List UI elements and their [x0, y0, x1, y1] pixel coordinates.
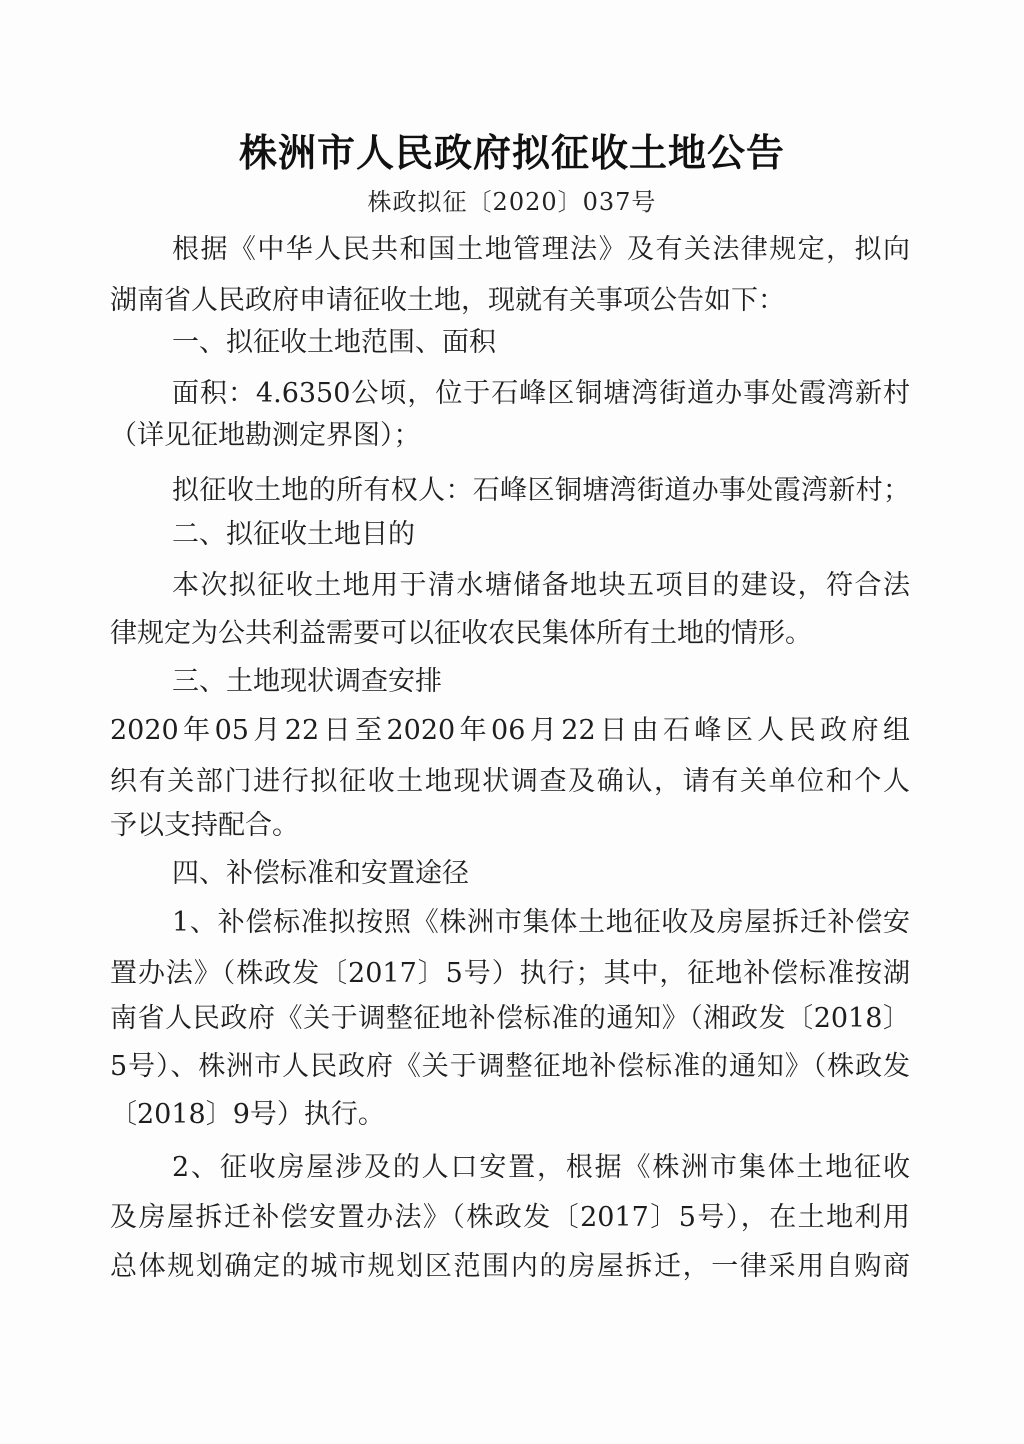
section-heading: 四、补偿标准和安置途径 — [172, 858, 469, 889]
body-line: （详见征地勘测定界图）； — [110, 420, 421, 451]
body-line: 置办法》（株政发〔2017〕5号）执行；其中，征地补偿标准按湖 — [110, 958, 910, 989]
document-number: 株政拟征〔2020〕037号 — [367, 188, 657, 216]
body-line: 〔2018〕9号）执行。 — [110, 1099, 385, 1130]
body-line: 织有关部门进行拟征收土地现状调查及确认，请有关单位和个人 — [110, 766, 910, 797]
section-heading: 一、拟征收土地范围、面积 — [172, 327, 496, 358]
body-line: 5号）、株洲市人民政府《关于调整征地补偿标准的通知》（株政发 — [110, 1051, 910, 1082]
body-line: 南省人民政府《关于调整征地补偿标准的通知》（湘政发〔2018〕 — [110, 1003, 910, 1034]
body-line: 根据《中华人民共和国土地管理法》及有关法律规定，拟向 — [172, 234, 910, 265]
body-line: 2020年05月22日至2020年06月22日由石峰区人民政府组 — [110, 715, 910, 746]
body-line: 面积：4.6350公顷，位于石峰区铜塘湾街道办事处霞湾新村 — [172, 378, 910, 409]
body-line: 本次拟征收土地用于清水塘储备地块五项目的建设，符合法 — [172, 570, 910, 601]
document-title: 株洲市人民政府拟征收土地公告 — [238, 131, 785, 175]
body-line: 1、补偿标准拟按照《株洲市集体土地征收及房屋拆迁补偿安 — [172, 907, 910, 938]
section-heading: 二、拟征收土地目的 — [172, 519, 415, 550]
body-line: 总体规划确定的城市规划区范围内的房屋拆迁，一律采用自购商 — [110, 1251, 910, 1282]
body-line: 2、征收房屋涉及的人口安置，根据《株洲市集体土地征收 — [172, 1152, 910, 1183]
section-heading: 三、土地现状调查安排 — [172, 666, 442, 697]
body-line: 拟征收土地的所有权人：石峰区铜塘湾街道办事处霞湾新村； — [172, 475, 910, 506]
body-line: 湖南省人民政府申请征收土地，现就有关事项公告如下： — [110, 285, 785, 316]
body-line: 律规定为公共利益需要可以征收农民集体所有土地的情形。 — [110, 618, 812, 649]
body-line: 予以支持配合。 — [110, 810, 299, 841]
body-line: 及房屋拆迁补偿安置办法》（株政发〔2017〕5号），在土地利用 — [110, 1202, 910, 1233]
